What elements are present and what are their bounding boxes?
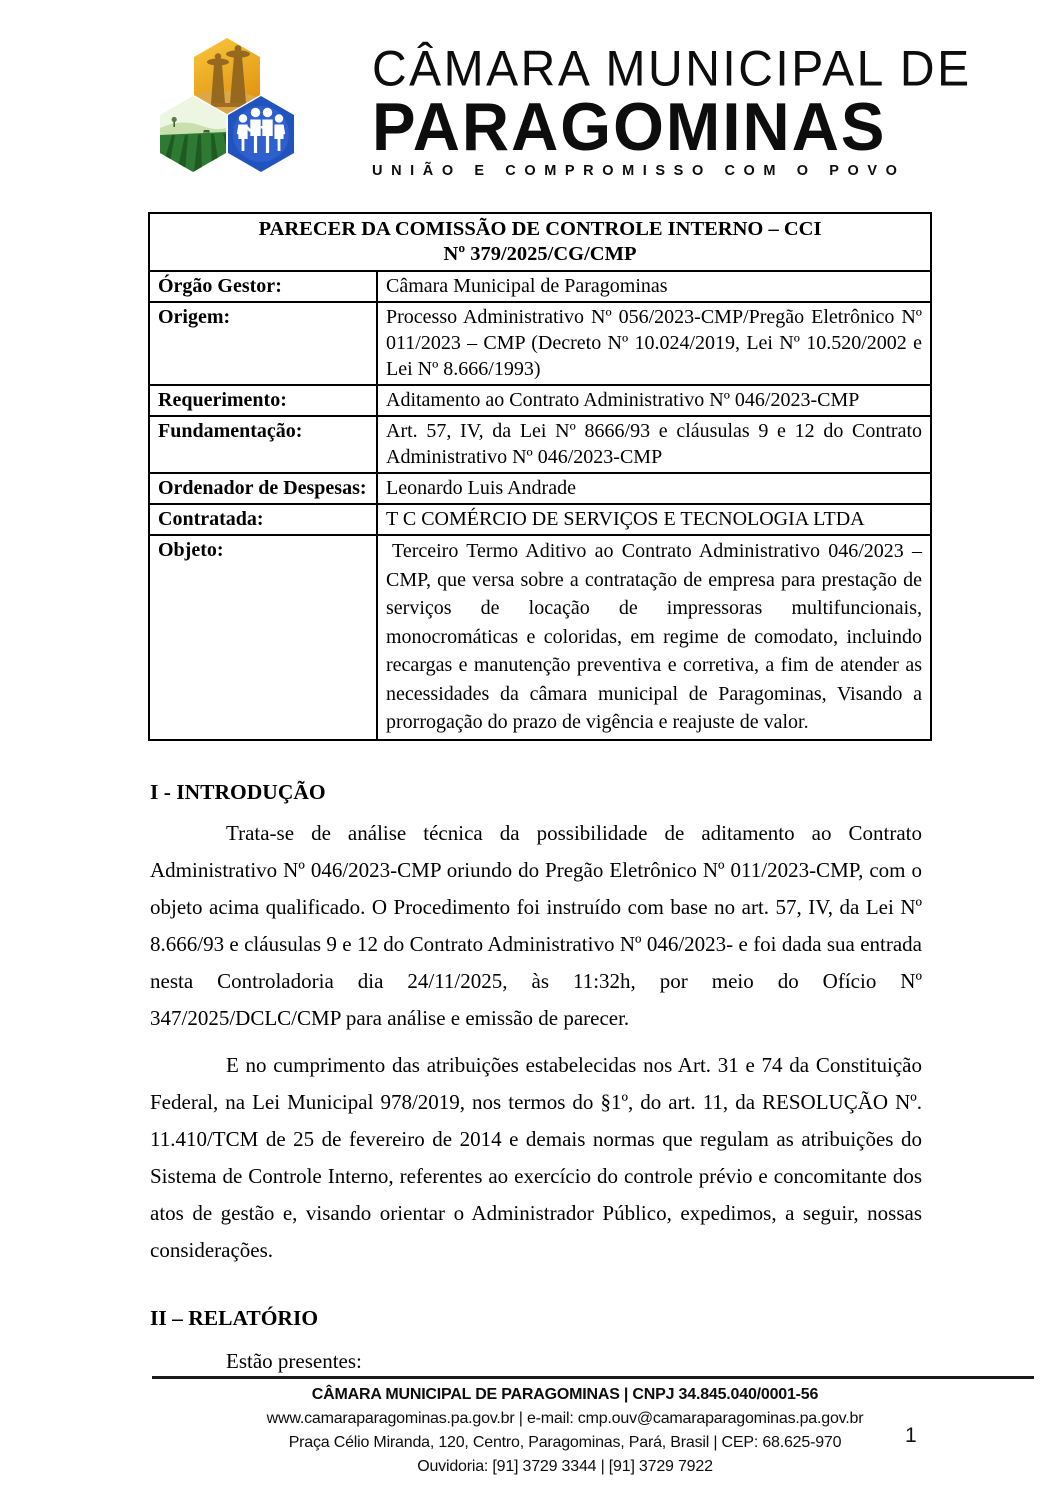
table-title-cell: [149, 213, 931, 271]
org-tagline: UNIÃO E COMPROMISSO COM O POVO: [372, 163, 906, 179]
table-row: [149, 385, 931, 416]
letterhead-title: [372, 41, 972, 179]
page-number: 1: [905, 1424, 917, 1447]
document-body: [150, 743, 922, 1380]
row-label: Origem:: [149, 302, 377, 385]
table-row: [149, 302, 931, 385]
row-value: T C COMÉRCIO DE SERVIÇOS E TECNOLOGIA LTDA: [377, 504, 931, 535]
section-heading-relatorio: II – RELATÓRIO: [150, 1306, 319, 1330]
row-value: Aditamento ao Contrato Administrativo Nº 046/2023-CMP: [377, 385, 931, 416]
table-row: [149, 535, 931, 740]
footer-divider: [152, 1376, 1034, 1379]
row-value: Leonardo Luis Andrade: [377, 473, 931, 504]
row-label: Requerimento:: [149, 385, 377, 416]
row-label: Fundamentação:: [149, 416, 377, 473]
footer-address: Praça Célio Miranda, 120, Centro, Paragominas, Pará, Brasil | CEP: 68.625-970: [288, 1434, 842, 1451]
row-value: Câmara Municipal de Paragominas: [377, 271, 931, 302]
row-label: Objeto:: [149, 535, 377, 740]
letterhead: [0, 0, 1059, 200]
org-name-line2: PARAGOMINAS: [372, 88, 887, 166]
table-row: [149, 213, 931, 271]
table-row: [149, 271, 931, 302]
footer-site-email: www.camaraparagominas.pa.gov.br | e-mail: cmp.ouv@camaraparagominas.pa.gov.br: [266, 1410, 864, 1427]
intro-paragraph-1: Trata-se de análise técnica da possibilidade de aditamento ao Contrato Administrativo Nº 046/2023-CMP oriundo do Pregão Eletrônico Nº 011/2023-CMP, com o objeto acima qualificado. O Procedimento foi instruído com base no art. 57, IV, da Lei Nº 8.666/93 e cláusulas 9 e 12 do Contrato Administrativo Nº 046/2023- e foi dada sua entrada nesta Controladoria dia 24/11/2025, às 11:32h, por meio do Ofício Nº 347/2025/DCLC/CMP para análise e emissão de parecer.: [150, 821, 922, 1030]
row-label: Ordenador de Despesas:: [149, 473, 377, 504]
footer-org-cnpj: CÂMARA MUNICIPAL DE PARAGOMINAS | CNPJ 34.845.040/0001-56: [311, 1386, 819, 1403]
parecer-title-line1: PARECER DA COMISSÃO DE CONTROLE INTERNO – CCI: [258, 218, 822, 240]
hexagon-logo-icon: [152, 36, 304, 178]
row-value-objeto: Terceiro Termo Aditivo ao Contrato Administrativo 046/2023 – CMP, que versa sobre a contratação de empresa para prestação de serviços de locação de impressoras multifuncionais, monocromáticas e coloridas, em regime de comodato, incluindo recargas e manutenção preventiva e corretiva, a fim de atender as necessidades da câmara municipal de Paragominas, Visando a prorrogação do prazo de vigência e reajuste de valor.: [377, 535, 931, 740]
parecer-title-line2: Nº 379/2025/CG/CMP: [443, 243, 637, 265]
org-name-line1: CÂMARA MUNICIPAL DE: [372, 41, 972, 98]
section-heading-introducao: I - INTRODUÇÃO: [150, 780, 326, 804]
row-label: Órgão Gestor:: [149, 271, 377, 302]
parecer-info-table: [148, 212, 932, 741]
footer: [150, 1383, 980, 1479]
row-value: Processo Administrativo Nº 056/2023-CMP/Pregão Eletrônico Nº 011/2023 – CMP (Decreto Nº 10.024/2019, Lei Nº 10.520/2002 e Lei Nº 8.666/1993): [377, 302, 931, 385]
footer-ouvidoria: Ouvidoria: [91] 3729 3344 | [91] 3729 7922: [417, 1458, 713, 1475]
row-label: Contratada:: [149, 504, 377, 535]
table-row: [149, 416, 931, 473]
paragominas-logo: [152, 36, 304, 178]
intro-paragraph-2: E no cumprimento das atribuições estabelecidas nos Art. 31 e 74 da Constituição Federal, na Lei Municipal 978/2019, nos termos do §1º, do art. 11, da RESOLUÇÃO Nº. 11.410/TCM de 25 de fevereiro de 2014 e demais normas que regulam as atribuições do Sistema de Controle Interno, referentes ao exercício do controle prévio e concomitante dos atos de gestão e, visando orientar o Administrador Público, expedimos, a seguir, nossas considerações.: [150, 1053, 922, 1262]
table-row: [149, 504, 931, 535]
row-value: Art. 57, IV, da Lei Nº 8666/93 e cláusulas 9 e 12 do Contrato Administrativo Nº 046/2023-CMP: [377, 416, 931, 473]
table-row: [149, 473, 931, 504]
relatorio-paragraph-1: Estão presentes:: [226, 1349, 362, 1373]
